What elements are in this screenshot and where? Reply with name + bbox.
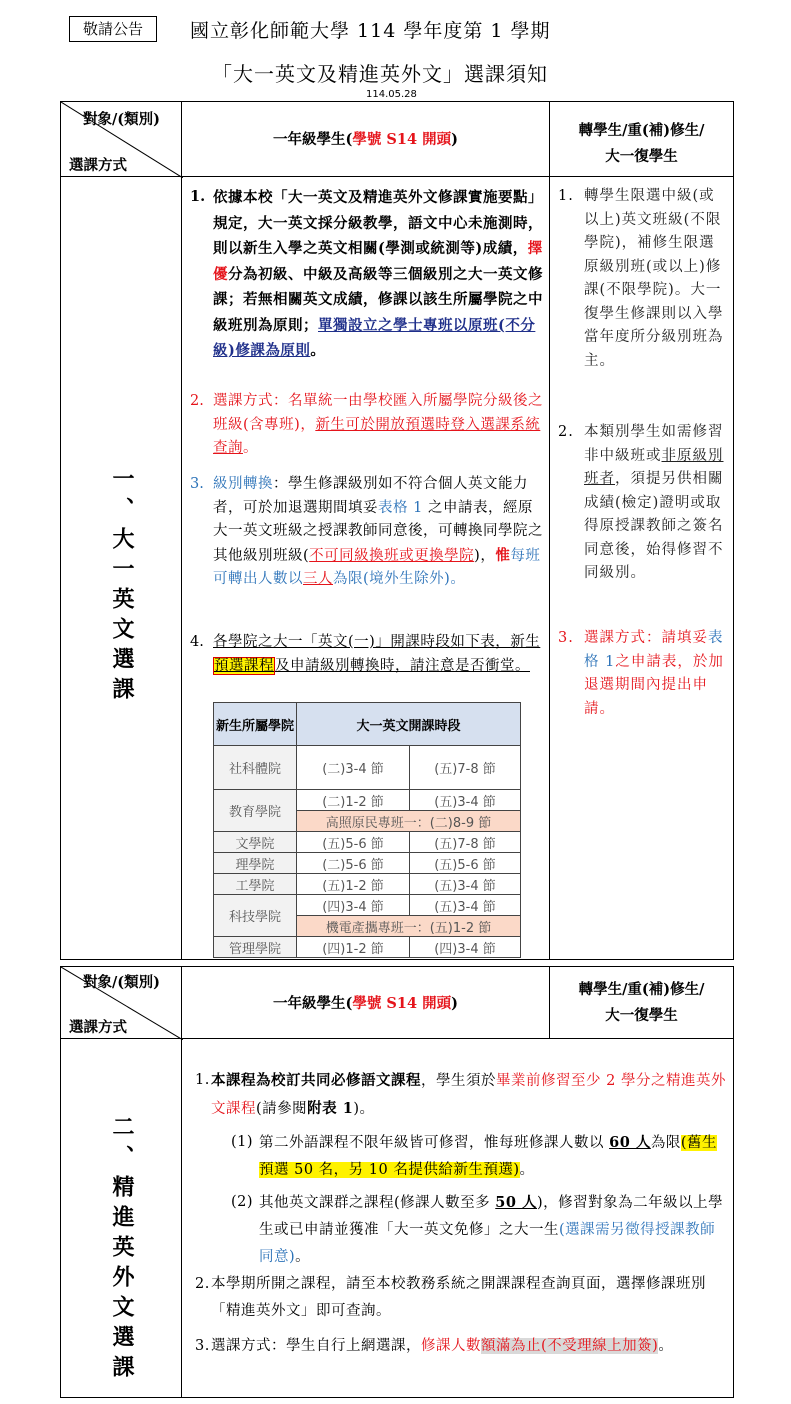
item-text-red: 三人 [303, 571, 333, 587]
item-number: 4. [190, 634, 204, 650]
item-number: (1) [231, 1134, 254, 1150]
col-header-transfer-line1: 轉學生/重(補)修生/ [578, 981, 705, 998]
list-item [231, 1189, 727, 1271]
item-text: 選課方式：名單統一由學校匯入所屬學院分級後之班級(含專班)， [213, 393, 543, 433]
schedule-time: (五)1-2 節 [297, 874, 410, 895]
schedule-college: 理學院 [214, 853, 297, 874]
row-label-english: 一、大一英文選課 [109, 467, 135, 707]
schedule-time: (五)5-6 節 [410, 853, 521, 874]
item-text: 本學期所開之課程，請至本校教務系統之開課課程查詢頁面，選擇修課班別「精進英外文」即可查詢。 [211, 1276, 706, 1319]
col-header-freshmen-prefix: 一年級學生( [273, 995, 353, 1012]
advanced-content-cell [181, 1038, 734, 1398]
item-text: 。 [295, 1249, 311, 1265]
col-header-freshmen [181, 101, 550, 177]
item-number: 2. [190, 393, 204, 409]
schedule-special: 機電產攜專班一：(五)1-2 節 [297, 916, 521, 937]
freshmen-content-cell-1 [181, 176, 550, 960]
table-row [214, 746, 521, 790]
item-text: )。 [353, 1101, 375, 1117]
item-text-blue: 級別轉換 [213, 476, 273, 492]
item-text-underlined: 新生可於開放預選時登入選課系統查詢 [213, 416, 541, 456]
schedule-time: (二)5-6 節 [297, 853, 410, 874]
item-text: 轉學生限選中級(或以上)英文班級(不限學院)，補修生限選原級別班(或以上)修課(不限學院)。大一復學生修課則以入學當年度所分級別班為主。 [584, 188, 724, 369]
table-row [214, 874, 521, 895]
list-item [231, 1129, 727, 1184]
schedule-head-college: 新生所屬學院 [214, 703, 297, 746]
table-row [214, 790, 521, 811]
item-text-blue: 為限(境外生除外)。 [333, 571, 466, 587]
schedule-college: 科技學院 [214, 895, 297, 937]
item-text: ，學生須於 [421, 1073, 496, 1089]
corner-header-cell [60, 966, 182, 1039]
page-title: 國立彰化師範大學 114 學年度第 1 學期 [190, 20, 551, 42]
item-number: (2) [231, 1194, 254, 1210]
item-text-red: 不可同級換班或更換學院 [309, 547, 475, 564]
corner-target-label: 對象/(類別) [83, 974, 161, 991]
table-row [214, 853, 521, 874]
schedule-special: 高照原民專班一：(二)8-9 節 [297, 811, 521, 832]
schedule-time: (五)5-6 節 [297, 832, 410, 853]
schedule-time: (四)1-2 節 [297, 937, 410, 958]
item-text-red: 惟 [495, 546, 511, 564]
item-text: 選課方式：學生自行上網選課， [211, 1338, 421, 1354]
list-item [558, 627, 728, 721]
item-text: 第二外語課程不限年級皆可修習，惟每班修課人數以 [259, 1135, 610, 1151]
schedule-table [213, 702, 521, 958]
item-text-red: 擇優 [213, 240, 543, 283]
schedule-time: (二)1-2 節 [297, 790, 410, 811]
table-row [214, 832, 521, 853]
item-text-highlight: (舊生預選 50 名，另 10 名提供給新生預選) [259, 1135, 718, 1178]
item-text-bold: 60 人 [609, 1134, 651, 1151]
col-header-freshmen-id: 學號 S14 開頭 [352, 131, 452, 148]
col-header-freshmen-suffix: ) [451, 995, 458, 1012]
item-text-highlight: 額滿為止(不受理線上加簽) [481, 1338, 659, 1354]
col-header-transfer-line1: 轉學生/重(補)修生/ [578, 122, 705, 139]
item-text: )， [474, 547, 496, 564]
item-text: 之申請表，經原大一英文班級之授課教師同意後，可轉換同學院之其他級別班級( [213, 499, 543, 564]
item-text: 其他英文課群之課程(修課人數至多 [259, 1195, 496, 1211]
item-text-red: 修課人數 [421, 1338, 481, 1354]
schedule-college: 管理學院 [214, 937, 297, 958]
schedule-time: (四)3-4 節 [410, 937, 521, 958]
item-number: 3. [190, 476, 204, 492]
item-text-underlined: 非原級別班者 [584, 447, 724, 487]
item-text: ，須提另供相關成績(檢定)證明或取得原授課教師之簽名同意後，始得修習不同級別。 [584, 471, 724, 581]
col-header-freshmen-id: 學號 S14 開頭 [352, 995, 452, 1012]
item-text: 依據本校「大一英文及精進英外文修課實施要點」規定，大一英文採分級教學，語文中心未施測時，則以新生入學之英文相關(學測或統測等)成績， [213, 189, 543, 257]
item-text: 。 [658, 1338, 674, 1354]
schedule-time: (五)7-8 節 [410, 746, 521, 790]
item-text: 各學院之大一「英文(一)」開課時段如下表，新生 [213, 634, 541, 650]
item-text: 。 [243, 440, 258, 456]
item-number: 3. [195, 1338, 210, 1354]
item-text: 。 [310, 342, 326, 359]
schedule-college: 文學院 [214, 832, 297, 853]
schedule-head-time: 大一英文開課時段 [297, 703, 521, 746]
transfer-content-cell-1 [549, 176, 734, 960]
col-header-transfer-line2: 大一復學生 [605, 1007, 678, 1024]
item-text: 為限 [650, 1135, 681, 1151]
schedule-time: (四)3-4 節 [297, 895, 410, 916]
list-item [195, 1067, 727, 1123]
item-text-red: 畢業前修習至少 2 學分之精進英外文課程 [211, 1073, 726, 1117]
item-text-bold: 50 人 [495, 1194, 537, 1211]
date-label: 114.05.28 [366, 89, 417, 100]
schedule-time: (二)3-4 節 [297, 746, 410, 790]
item-number: 2. [558, 424, 574, 440]
corner-method-label: 選課方式 [69, 1019, 127, 1036]
item-text-blue: (選課需另徵得授課教師同意) [259, 1222, 716, 1265]
item-number: 1. [190, 188, 206, 205]
col-header-transfer-line2: 大一復學生 [605, 148, 678, 165]
item-text: 本類別學生如需修習非中級班或 [584, 424, 724, 464]
item-text: 分為初級、中級及高級等三個級別之大一英文修課；若無相關英文成績，修課以該生所屬學院之中級班別為原則； [213, 265, 543, 334]
item-text-red: 選課方式：請填妥 [584, 630, 708, 646]
row-label-cell-1 [60, 176, 182, 960]
schedule-college: 工學院 [214, 874, 297, 895]
item-text-blue: 每班可轉出人數以 [213, 547, 541, 587]
list-item [195, 1271, 727, 1325]
row-label-cell-2 [60, 1038, 182, 1398]
page-subtitle: 「大一英文及精進英外文」選課須知 [212, 62, 548, 86]
col-header-transfer [549, 101, 734, 177]
list-item [190, 473, 545, 592]
corner-target-label: 對象/(類別) [83, 111, 161, 128]
schedule-time: (五)3-4 節 [410, 874, 521, 895]
list-item [190, 185, 545, 364]
item-number: 3. [558, 630, 574, 646]
list-item [190, 390, 545, 461]
item-text: 及申請級別轉換時，請注意是否衝堂。 [275, 657, 530, 674]
item-text: (請參閱 [256, 1101, 308, 1117]
item-number: 1. [195, 1072, 210, 1088]
list-item [558, 421, 728, 586]
schedule-college: 教育學院 [214, 790, 297, 832]
schedule-time: (五)7-8 節 [410, 832, 521, 853]
list-item [190, 631, 545, 678]
table-row [214, 895, 521, 916]
row-label-advanced: 二、精進英外文選課 [109, 1115, 135, 1385]
table-row [214, 937, 521, 958]
item-number: 1. [558, 188, 574, 204]
col-header-freshmen-suffix: ) [451, 131, 458, 148]
col-header-freshmen-prefix: 一年級學生( [273, 131, 353, 148]
item-text: 。 [519, 1162, 535, 1178]
item-text-blue: 表格 1 [584, 630, 724, 670]
list-item [558, 185, 728, 373]
list-item [195, 1333, 727, 1360]
item-text-bold: 附表 1 [307, 1100, 354, 1117]
schedule-time: (五)3-4 節 [410, 895, 521, 916]
schedule-college: 社科體院 [214, 746, 297, 790]
item-text-red: 之申請表，於加退選期間內提出申請。 [584, 653, 724, 717]
item-text-highlight: 預選課程 [214, 657, 274, 674]
col-header-transfer [549, 966, 734, 1039]
item-text: )，修習對象為二年級以上學生或已申請並獲准「大一英文免修」之大一生 [259, 1195, 724, 1238]
notice-label: 敬請公告 [69, 16, 157, 42]
schedule-time: (五)3-4 節 [410, 790, 521, 811]
corner-header-cell [60, 101, 182, 177]
col-header-freshmen [181, 966, 550, 1039]
item-number: 2. [195, 1276, 210, 1292]
item-text-bold: 本課程為校訂共同必修語文課程 [211, 1072, 421, 1089]
corner-method-label: 選課方式 [69, 157, 127, 174]
item-text-navy: 單獨設立之學士專班以原班(不分級)修課為原則 [213, 316, 536, 359]
item-text: ：學生修課級別如不符合個人英文能力者，可於加退選期間填妥 [213, 476, 528, 516]
item-text-blue: 表格 1 [378, 499, 423, 516]
